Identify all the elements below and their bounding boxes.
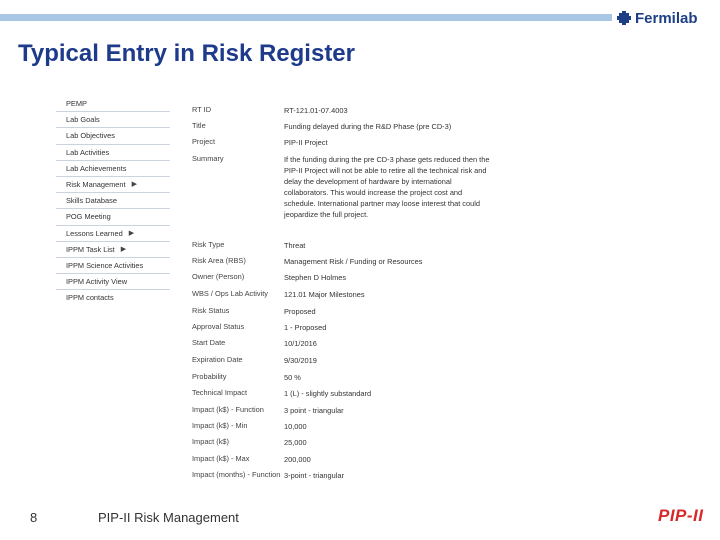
field-value: Proposed: [284, 307, 316, 316]
sidebar-item[interactable]: [56, 161, 170, 177]
sidebar-item-label: Lab Goals: [66, 115, 100, 125]
sidebar-item-label: Lab Objectives: [66, 131, 115, 141]
field-value: 25,000: [284, 438, 307, 447]
field-label: Risk Type: [192, 240, 225, 249]
header-bar: [0, 14, 612, 21]
field-label: RT ID: [192, 105, 212, 114]
sidebar-item-label: IPPM Science Activities: [66, 260, 144, 270]
sidebar-item[interactable]: [56, 112, 170, 128]
field-label: Project: [192, 137, 216, 146]
field-value: 3-point - triangular: [284, 471, 344, 480]
field-value: 121.01 Major Milestones: [284, 290, 365, 299]
sidebar-nav: [56, 96, 170, 305]
field-label: Technical Impact: [192, 388, 248, 397]
field-label: Approval Status: [192, 322, 245, 331]
sidebar-item-label: Lab Achievements: [66, 163, 127, 173]
field-label: Probability: [192, 372, 227, 381]
slide-title: Typical Entry in Risk Register: [18, 40, 355, 67]
expand-arrow-icon[interactable]: ▶: [131, 180, 137, 188]
field-value: Management Risk / Funding or Resources: [284, 257, 423, 266]
field-label: Summary: [192, 154, 224, 163]
expand-arrow-icon[interactable]: ▶: [120, 245, 127, 253]
field-value: PIP-II Project: [284, 138, 328, 147]
page-number: 8: [30, 510, 38, 525]
field-label: Start Date: [192, 338, 226, 347]
field-label: Impact (months) - Function: [192, 470, 281, 479]
sidebar-item-label: IPPM Activity View: [66, 277, 128, 287]
fermilab-logo-icon: [616, 10, 632, 26]
pip-ii-logo: PIP-II: [658, 506, 704, 525]
footer-text: PIP-II Risk Management: [98, 510, 239, 525]
sidebar-item-label: Lab Activities: [66, 147, 110, 157]
field-label: Impact (k$): [192, 437, 229, 446]
fermilab-logo: [616, 8, 698, 28]
field-label: Risk Status: [192, 306, 230, 315]
field-label: Risk Area (RBS): [192, 256, 246, 265]
field-value: 1 - Proposed: [284, 323, 327, 332]
sidebar-item-label: Lessons Learned: [66, 228, 123, 238]
field-label: Impact (k$) - Min: [192, 421, 248, 430]
expand-arrow-icon[interactable]: ▶: [128, 229, 135, 237]
field-value: If the funding during the pre CD-3 phase gets reduced then the PIP-II Project will not be able to retire all the technical risk and delay the development of hardware by international collaborators. This would increase the project cost and schedule. International partner may loose interest that could jeopardize the full project.: [284, 155, 490, 219]
field-value: 200,000: [284, 455, 311, 464]
sidebar-item[interactable]: [56, 290, 170, 305]
field-value: Threat: [284, 241, 306, 250]
field-value: Stephen D Holmes: [284, 273, 347, 282]
field-value: 1 (L) - slightly substandard: [284, 389, 372, 398]
sidebar-item-label: IPPM Task List: [66, 244, 115, 254]
sidebar-item[interactable]: [56, 226, 170, 242]
sidebar-item-label: Skills Database: [66, 196, 117, 206]
sidebar-item[interactable]: [56, 177, 170, 193]
sidebar-item-label: IPPM contacts: [66, 293, 114, 303]
field-value: 3 point - triangular: [284, 406, 344, 415]
sidebar-item[interactable]: [56, 258, 170, 274]
field-label: WBS / Ops Lab Activity: [192, 289, 268, 298]
field-label: Expiration Date: [192, 355, 243, 364]
fermilab-logo-text: Fermilab: [635, 9, 698, 27]
sidebar-item[interactable]: [56, 242, 170, 258]
field-label: Owner (Person): [192, 272, 245, 281]
field-label: Impact (k$) - Function: [192, 405, 264, 414]
field-value: 9/30/2019: [284, 356, 317, 365]
sidebar-item[interactable]: [56, 128, 170, 144]
sidebar-item-label: POG Meeting: [66, 212, 111, 222]
sidebar-item-label: Risk Management: [66, 179, 126, 189]
field-value: Funding delayed during the R&D Phase (pre CD-3): [284, 122, 452, 131]
field-value: 50 %: [284, 373, 301, 382]
sidebar-item[interactable]: [56, 96, 170, 112]
field-value: RT-121.01-07.4003: [284, 106, 348, 115]
sidebar-item[interactable]: [56, 145, 170, 161]
field-value: 10/1/2016: [284, 339, 317, 348]
sidebar-item[interactable]: [56, 193, 170, 209]
field-label: Title: [192, 121, 206, 130]
sidebar-item[interactable]: [56, 209, 170, 225]
field-value: 10,000: [284, 422, 307, 431]
risk-register-screenshot: [56, 96, 496, 484]
field-label: Impact (k$) - Max: [192, 454, 250, 463]
sidebar-item-label: PEMP: [66, 99, 87, 108]
sidebar-item[interactable]: [56, 274, 170, 290]
